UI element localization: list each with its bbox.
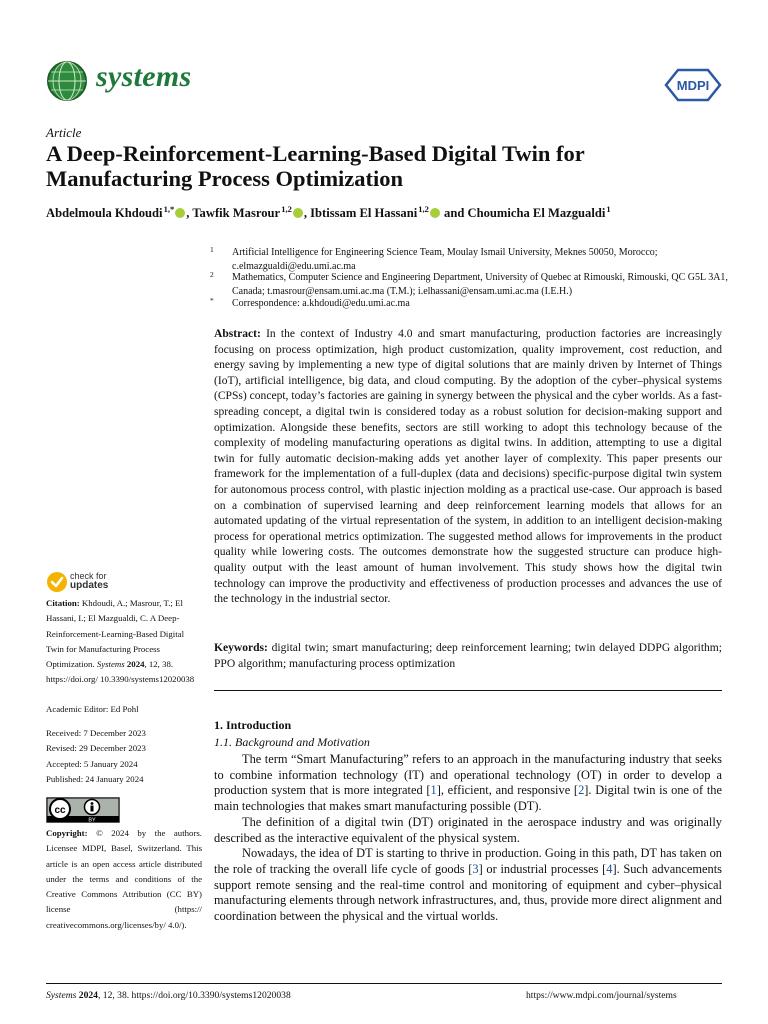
affiliation-2 xyxy=(210,270,734,298)
intro-text: Nowadays, the idea of DT is starting to thrive in production. Going in this path, DT has taken on the role of tracking the overall life cycle of goods [ xyxy=(214,846,722,876)
article-type: Article xyxy=(46,125,82,140)
copyright-text: © 2024 by the authors. Licensee MDPI, Basel, Switzerland. This article is an open access article distributed under the terms and conditions of the Creative Commons Attribution (CC BY) license (https:// creativecommons.org/licenses/by/ 4.0/). xyxy=(46,828,203,930)
intro-text: ] or industrial processes [ xyxy=(478,861,607,876)
copyright-label: Copyright: xyxy=(46,828,88,838)
author-separator: and xyxy=(440,206,468,221)
correspondence-text: Correspondence: a.khdoudi@edu.umi.ac.ma xyxy=(232,298,410,309)
footer-citation xyxy=(46,990,291,1001)
copyright-block xyxy=(46,826,202,933)
journal-name: systems xyxy=(96,60,192,93)
orcid-icon[interactable] xyxy=(175,208,185,218)
author-name: Tawfik Masrour xyxy=(192,206,281,221)
citation-block xyxy=(46,596,202,688)
correspondence xyxy=(210,296,734,311)
affiliation-number: 1 xyxy=(210,245,214,254)
intro-paragraph-3 xyxy=(214,846,722,925)
received-date: Received: 7 December 2023 xyxy=(46,728,146,738)
paper-title: A Deep-Reinforcement-Learning-Based Digital Twin for Manufacturing Process Optimization xyxy=(46,141,585,191)
affiliation-number: * xyxy=(210,296,214,305)
journal-globe-logo-icon xyxy=(46,60,88,102)
reference-link[interactable]: 3 xyxy=(472,861,479,876)
mdpi-logo-icon xyxy=(664,66,722,104)
footer-year: 2024 xyxy=(78,990,98,1001)
check-updates-line2: updates xyxy=(70,580,109,591)
citation-journal: Systems xyxy=(96,659,125,670)
check-for-updates-link[interactable] xyxy=(70,571,108,591)
footer-journal-url[interactable]: https://www.mdpi.com/journal/systems xyxy=(526,990,677,1001)
author-list xyxy=(46,204,746,221)
orcid-icon[interactable] xyxy=(293,208,303,218)
author-affil-mark: 1 xyxy=(606,204,611,214)
footer-journal: Systems xyxy=(46,990,77,1001)
cc-by-license-badge[interactable] xyxy=(46,797,120,823)
footer-doi[interactable]: , 12, 38. https://doi.org/10.3390/systems12020038 xyxy=(97,990,291,1001)
abstract-text: In the context of Industry 4.0 and smart manufacturing, production factories are increasingly focusing on process optimization, high product customization, quality improvement, cost reduction, and energy saving by implementing a new type of digital solutions that are mainly driven by Internet of Things (IoT), artificial intelligence, big data, and cloud computing. By the adoption of the cyber–physical systems (CPSs) concept, today’s factories are gaining in synergy between the physical and the cyber worlds. As a fast-spreading concept, a digital twin is considered today as a robust solution for decision-making support and optimization. Alongside these benefits, sectors are still working to adopt this technology because of the complexity of modeling manufacturing operations as digital twins. In addition, attempting to use a digital twin for fully automatic decision-making adds yet another layer of complexity. This paper presents our framework for the implementation of a full-duplex (data and decisions) specific-purpose digital twin system for autonomous process control, with plastic injection molding as a practical use-case. Our approach is based on a combination of supervised learning and deep reinforcement learning models that allows for an automated updating of the virtual representation of the system, in addition to an intelligent decision-making process for operational metrics optimization. The suggested method allows for improvements in the product quality while lowering costs. The outcomes demonstrate how the suggested structure can produce high-quality output with the least amount of human involvement. This study shows how the digital twin technology can improve the productivity and effectiveness of production processes and advances the use of the technology in the industrial sector. xyxy=(214,328,722,606)
keywords-label: Keywords: xyxy=(214,642,268,654)
publication-dates xyxy=(46,726,202,787)
author-affil-mark: 1,2 xyxy=(281,204,292,214)
accepted-date: Accepted: 5 January 2024 xyxy=(46,758,138,769)
published-date: Published: 24 January 2024 xyxy=(46,773,144,784)
cc-badge-label: BY xyxy=(88,817,96,823)
orcid-icon[interactable] xyxy=(430,208,440,218)
author-affil-mark: 1,2 xyxy=(418,204,429,214)
subsection-heading: 1.1. Background and Motivation xyxy=(214,735,370,749)
intro-paragraph-2: The definition of a digital twin (DT) originated in the aerospace industry and was originally described as the interactive equivalent of the physical system. xyxy=(214,814,722,845)
author-affil-mark: 1,* xyxy=(163,204,175,214)
author-name: Choumicha El Mazgualdi xyxy=(467,206,606,221)
section-heading: 1. Introduction xyxy=(214,718,292,732)
abstract-label: Abstract: xyxy=(214,328,261,340)
intro-text: The term “Smart Manufacturing” refers to an approach in the manufacturing industry that seeks to combine information technology (IT) and operational technology (OT) in order to develop a production system that is more integrated [ xyxy=(214,752,722,798)
citation-year: 2024 xyxy=(126,659,145,670)
author-separator: , xyxy=(186,206,193,221)
affiliation-number: 2 xyxy=(210,270,214,279)
keywords xyxy=(214,641,722,672)
academic-editor: Academic Editor: Ed Pohl xyxy=(46,704,139,714)
reference-link[interactable]: 2 xyxy=(578,783,585,798)
footer-divider xyxy=(46,983,722,984)
intro-paragraph-1 xyxy=(214,752,722,815)
author-name: Ibtissam El Hassani xyxy=(310,206,418,221)
svg-text:cc: cc xyxy=(54,805,66,816)
citation-label: Citation: xyxy=(46,598,80,608)
publisher-name: MDPI xyxy=(676,78,710,93)
reference-link[interactable]: 1 xyxy=(430,783,437,798)
section-divider xyxy=(214,690,722,691)
intro-text: ], efficient, and responsive [ xyxy=(436,783,579,798)
abstract xyxy=(214,327,722,608)
check-for-updates-icon[interactable] xyxy=(46,571,68,593)
introduction-body xyxy=(214,752,722,925)
intro-text: ]. Such advancements support remote sensing and the real-time control and monitoring of equipment and cyber–physical manufacturing elements through network infrastructures, and, thus, provide more direct alignment and coordination between the physical and the virtual worlds. xyxy=(214,861,722,924)
author-separator: , xyxy=(303,206,311,221)
check-updates-line1: check for xyxy=(70,571,107,581)
affiliation-text: Mathematics, Computer Science and Engineering Department, University of Quebec at Rimouski, Rimouski, QC G5L 3A1, Canada; t.masrour@ensam.umi.ac.ma (T.M.); i.elhassani@ensam.umi.ac.ma (I.E.H.) xyxy=(232,272,728,297)
intro-text: ]. Digital twin is one of the main technologies that makes smart manufacturing possible (DT). xyxy=(214,783,722,814)
citation-doi[interactable]: , 12, 38. https://doi.org/ 10.3390/systems12020038 xyxy=(46,659,195,685)
keywords-text: digital twin; smart manufacturing; deep reinforcement learning; twin delayed DDPG algorithm; PPO algorithm; manufacturing process optimization xyxy=(214,642,723,670)
author-name: Abdelmoula Khdoudi xyxy=(46,206,163,221)
reference-link[interactable]: 4 xyxy=(606,861,613,876)
citation-text: Khdoudi, A.; Masrour, T.; El Hassani, I.; El Mazgualdi, C. A Deep-Reinforcement-Learning-Based Digital Twin for Manufacturing Process Optimization. xyxy=(46,598,185,670)
revised-date: Revised: 29 December 2023 xyxy=(46,743,146,754)
affiliation-1 xyxy=(210,245,734,273)
affiliation-text: Artificial Intelligence for Engineering Science Team, Moulay Ismail University, Meknes 50050, Morocco; c.elmazgualdi@edu.umi.ac.ma xyxy=(232,247,658,272)
